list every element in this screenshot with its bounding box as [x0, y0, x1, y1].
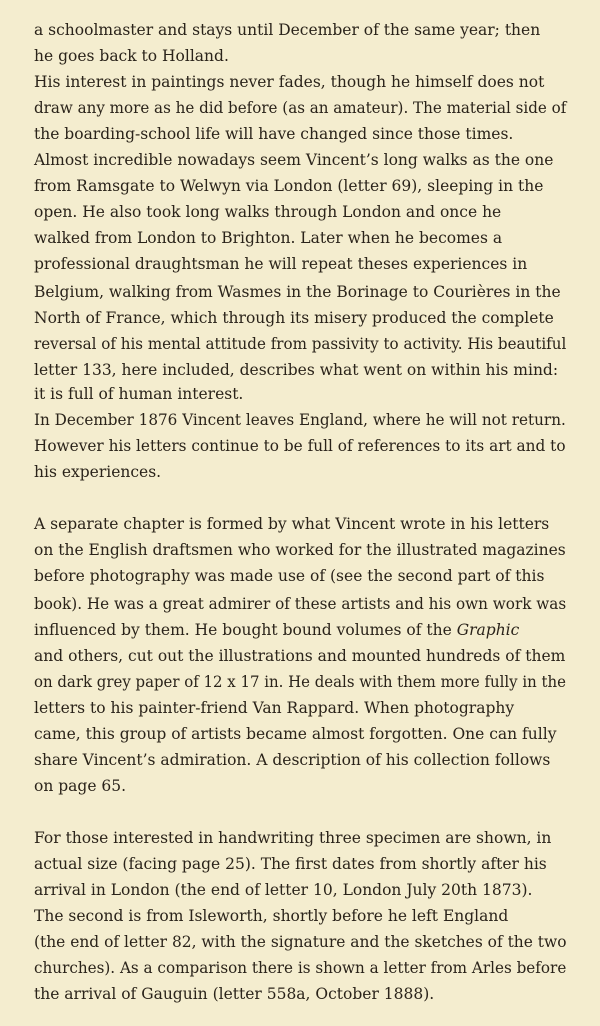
- text-line: reversal of his mental attitude from passivity to activity. His beautiful: [34, 335, 567, 353]
- text-line: before photography was made use of (see the second part of this: [34, 567, 545, 585]
- text-line: churches). As a comparison there is shown a letter from Arles before: [34, 959, 567, 977]
- text-line: [34, 620, 519, 640]
- text-line: book). He was a great admirer of these artists and his own work was: [34, 595, 567, 613]
- text-line: it is full of human interest.: [34, 385, 244, 403]
- text-line: actual size (facing page 25). The first dates from shortly after his: [34, 855, 547, 873]
- text-line: on page 65.: [34, 777, 127, 795]
- text-line: the boarding-school life will have changed since those times.: [34, 125, 514, 143]
- text-line: the arrival of Gauguin (letter 558a, October 1888).: [34, 985, 435, 1003]
- text-line: His interest in paintings never fades, though he himself does not: [34, 73, 545, 91]
- text-line: In December 1876 Vincent leaves England, where he will not return.: [34, 411, 566, 429]
- text-line: on dark grey paper of 12 x 17 in. He deals with them more fully in the: [34, 673, 566, 691]
- italic-title: Graphic: [456, 621, 520, 639]
- text-line: his experiences.: [34, 463, 162, 481]
- text-line: arrival in London (the end of letter 10, London July 20th 1873).: [34, 881, 533, 899]
- text-line: The second is from Isleworth, shortly before he left England: [34, 907, 509, 925]
- text-segment: influenced by them. He bought bound volumes of the: [34, 621, 452, 639]
- text-line: came, this group of artists became almost forgotten. One can fully: [34, 725, 557, 743]
- text-line: Almost incredible nowadays seem Vincent’s long walks as the one: [34, 151, 554, 169]
- text-line: walked from London to Brighton. Later when he becomes a: [34, 229, 503, 247]
- text-line: letter 133, here included, describes what went on within his mind:: [34, 361, 559, 379]
- text-line: he goes back to Holland.: [34, 47, 229, 65]
- text-line: For those interested in handwriting three specimen are shown, in: [34, 829, 552, 847]
- text-line: A separate chapter is formed by what Vincent wrote in his letters: [34, 515, 550, 533]
- text-line: Belgium, walking from Wasmes in the Borinage to Courières in the: [34, 283, 561, 301]
- text-line: (the end of letter 82, with the signature and the sketches of the two: [34, 933, 567, 951]
- text-line: and others, cut out the illustrations and mounted hundreds of them: [34, 647, 566, 665]
- text-line: draw any more as he did before (as an amateur). The material side of: [34, 99, 567, 117]
- text-line: a schoolmaster and stays until December of the same year; then: [34, 21, 541, 39]
- text-line: open. He also took long walks through London and once he: [34, 203, 502, 221]
- text-line: from Ramsgate to Welwyn via London (letter 69), sleeping in the: [34, 177, 544, 195]
- text-line: on the English draftsmen who worked for the illustrated magazines: [34, 541, 566, 559]
- text-line: However his letters continue to be full of references to its art and to: [34, 437, 566, 455]
- text-line: letters to his painter-friend Van Rappard. When photography: [34, 699, 515, 717]
- text-line: share Vincent’s admiration. A description of his collection follows: [34, 751, 551, 769]
- text-line: professional draughtsman he will repeat theses experiences in: [34, 255, 528, 273]
- text-line: North of France, which through its misery produced the complete: [34, 309, 554, 327]
